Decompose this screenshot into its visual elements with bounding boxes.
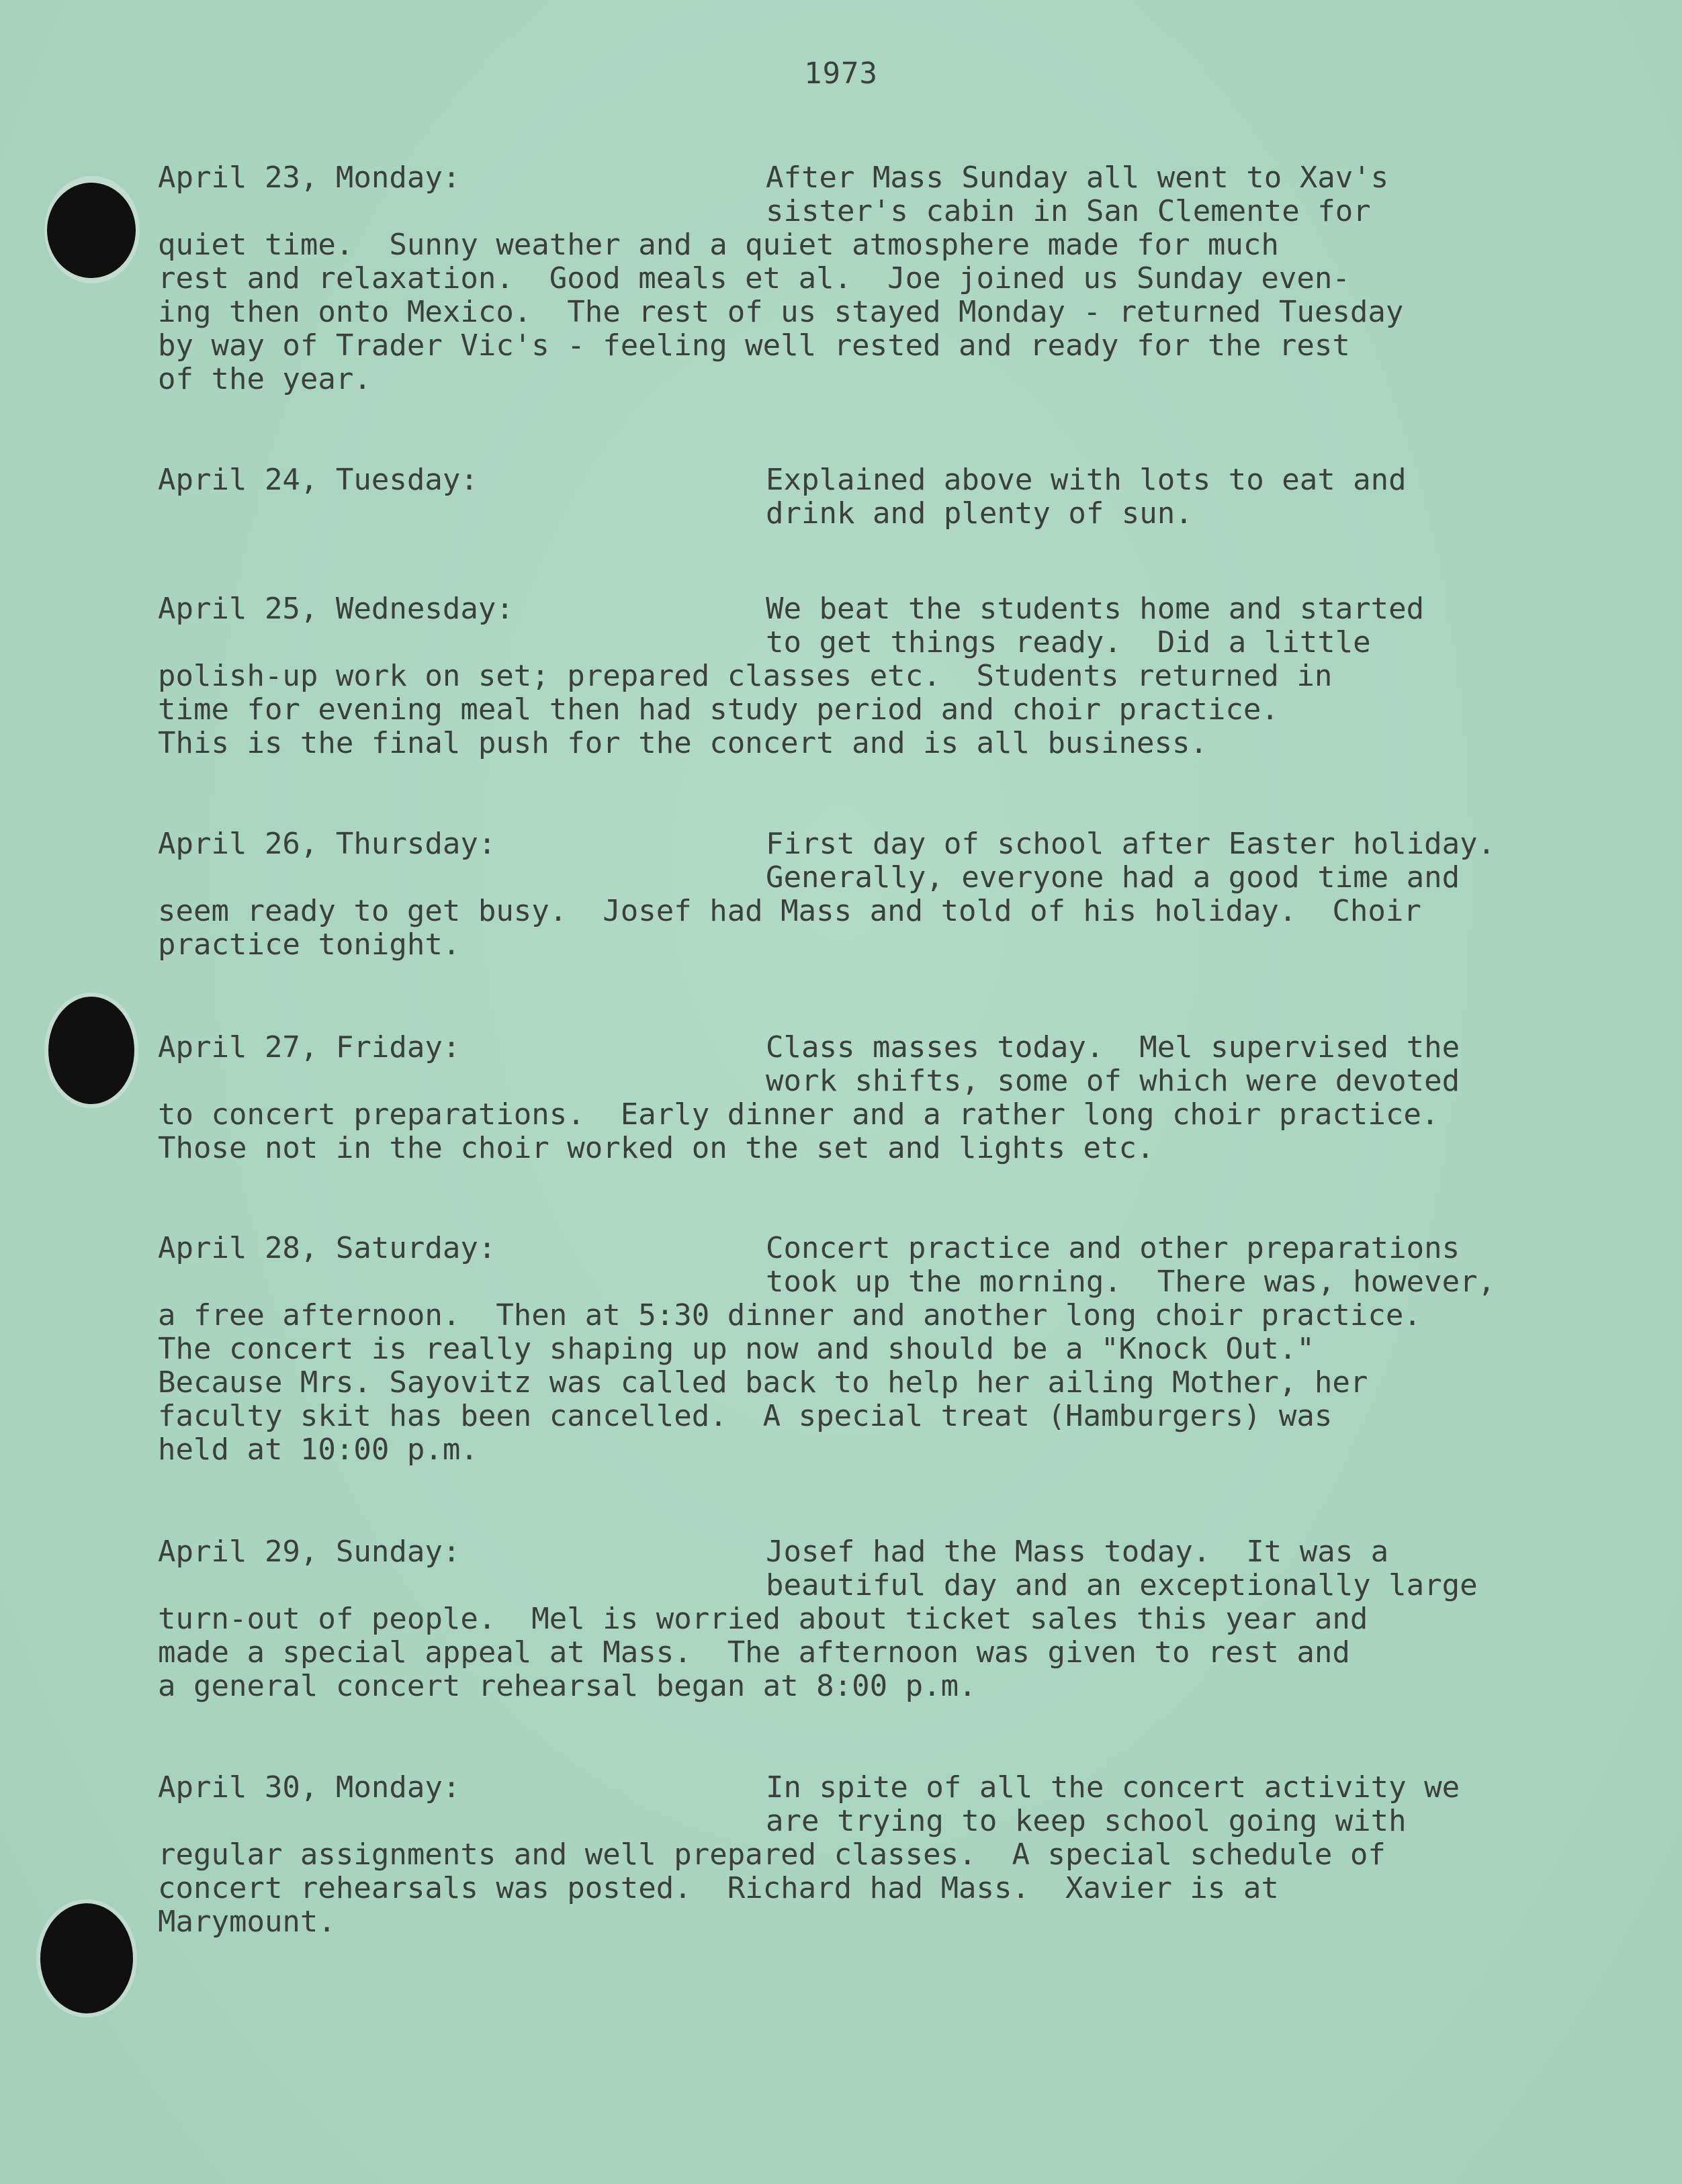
entry-date: April 28, Saturday: — [158, 1231, 496, 1265]
entry-body-line: made a special appeal at Mass. The afternoon was given to rest and — [158, 1635, 1350, 1670]
entry-lead-line: Generally, everyone had a good time and — [766, 860, 1460, 895]
entry-body-line: This is the final push for the concert and is all business. — [158, 726, 1208, 760]
punch-hole-bottom — [40, 1903, 133, 2013]
entry-lead-line: We beat the students home and started — [766, 592, 1425, 626]
entry-body-line: ing then onto Mexico. The rest of us stayed Monday - returned Tuesday — [158, 295, 1404, 329]
entry-date: April 26, Thursday: — [158, 827, 496, 861]
entry-body-line: quiet time. Sunny weather and a quiet atmosphere made for much — [158, 228, 1279, 262]
entry-lead-line: Josef had the Mass today. It was a — [766, 1535, 1389, 1569]
entry-body-line: The concert is really shaping up now and should be a "Knock Out." — [158, 1332, 1315, 1366]
entry-body-line: held at 10:00 p.m. — [158, 1432, 478, 1467]
entry-body-text — [158, 1838, 1386, 1939]
entry-lead-line: Class masses today. Mel supervised the — [766, 1030, 1460, 1064]
entry-body-line: seem ready to get busy. Josef had Mass and told of his holiday. Choir — [158, 894, 1421, 928]
entry-lead-line: beautiful day and an exceptionally large — [766, 1568, 1478, 1602]
entry-lead-text — [766, 161, 1388, 228]
entry-body-text — [158, 1098, 1439, 1165]
entry-body-line: faculty skit has been cancelled. A special treat (Hamburgers) was — [158, 1399, 1333, 1433]
entry-lead-text — [766, 1771, 1460, 1838]
entry-body-line: Because Mrs. Sayovitz was called back to help her ailing Mother, her — [158, 1365, 1368, 1400]
entry-body-text — [158, 1299, 1421, 1467]
punch-hole-top — [47, 183, 136, 278]
entry-lead-line: After Mass Sunday all went to Xav's — [766, 161, 1389, 195]
entry-date: April 25, Wednesday: — [158, 592, 514, 626]
entry-body-text — [158, 895, 1421, 962]
entry-lead-line: are trying to keep school going with — [766, 1804, 1407, 1838]
entry-body-line: of the year. — [158, 362, 371, 396]
entry-body-line: concert rehearsals was posted. Richard had Mass. Xavier is at — [158, 1871, 1279, 1905]
entry-body-text — [158, 228, 1403, 396]
entry-body-line: rest and relaxation. Good meals et al. Joe joined us Sunday even- — [158, 261, 1350, 295]
entry-lead-line: to get things ready. Did a little — [766, 625, 1371, 659]
entry-body-line: practice tonight. — [158, 927, 461, 962]
entry-lead-line: drink and plenty of sun. — [766, 496, 1193, 531]
page-year: 1973 — [804, 56, 878, 91]
entry-body-line: Marymount. — [158, 1905, 336, 1939]
entry-lead-text — [766, 592, 1424, 659]
entry-body-line: a general concert rehearsal began at 8:00 p.m. — [158, 1669, 977, 1703]
entry-body-line: time for evening meal then had study period and choir practice. — [158, 692, 1279, 727]
entry-lead-text — [766, 1535, 1478, 1602]
entry-lead-line: Concert practice and other preparations — [766, 1231, 1460, 1265]
entry-body-text — [158, 1602, 1368, 1703]
entry-lead-line: Explained above with lots to eat and — [766, 463, 1407, 497]
entry-lead-text — [766, 1031, 1460, 1098]
entry-body-line: by way of Trader Vic's - feeling well rested and ready for the rest — [158, 328, 1350, 363]
entry-body-line: Those not in the choir worked on the set and lights etc. — [158, 1131, 1155, 1165]
entry-lead-line: sister's cabin in San Clemente for — [766, 194, 1371, 228]
punch-hole-middle — [48, 997, 134, 1104]
entry-lead-line: First day of school after Easter holiday. — [766, 827, 1496, 861]
entry-lead-line: took up the morning. There was, however, — [766, 1265, 1496, 1299]
entry-date: April 29, Sunday: — [158, 1535, 461, 1569]
entry-body-text — [158, 659, 1332, 760]
entry-lead-text — [766, 463, 1407, 531]
entry-lead-text — [766, 827, 1495, 895]
entry-date: April 24, Tuesday: — [158, 463, 478, 497]
entry-lead-line: In spite of all the concert activity we — [766, 1770, 1460, 1805]
entry-body-line: turn-out of people. Mel is worried about ticket sales this year and — [158, 1602, 1368, 1636]
entry-date: April 23, Monday: — [158, 161, 461, 195]
entry-body-line: regular assignments and well prepared classes. A special schedule of — [158, 1837, 1386, 1872]
entry-body-line: to concert preparations. Early dinner and a rather long choir practice. — [158, 1097, 1440, 1132]
entry-body-line: a free afternoon. Then at 5:30 dinner and another long choir practice. — [158, 1298, 1421, 1332]
entry-lead-text — [766, 1232, 1495, 1299]
entry-body-line: polish-up work on set; prepared classes etc. Students returned in — [158, 659, 1333, 693]
entry-lead-line: work shifts, some of which were devoted — [766, 1064, 1460, 1098]
entry-date: April 30, Monday: — [158, 1770, 461, 1805]
entry-date: April 27, Friday: — [158, 1030, 461, 1064]
